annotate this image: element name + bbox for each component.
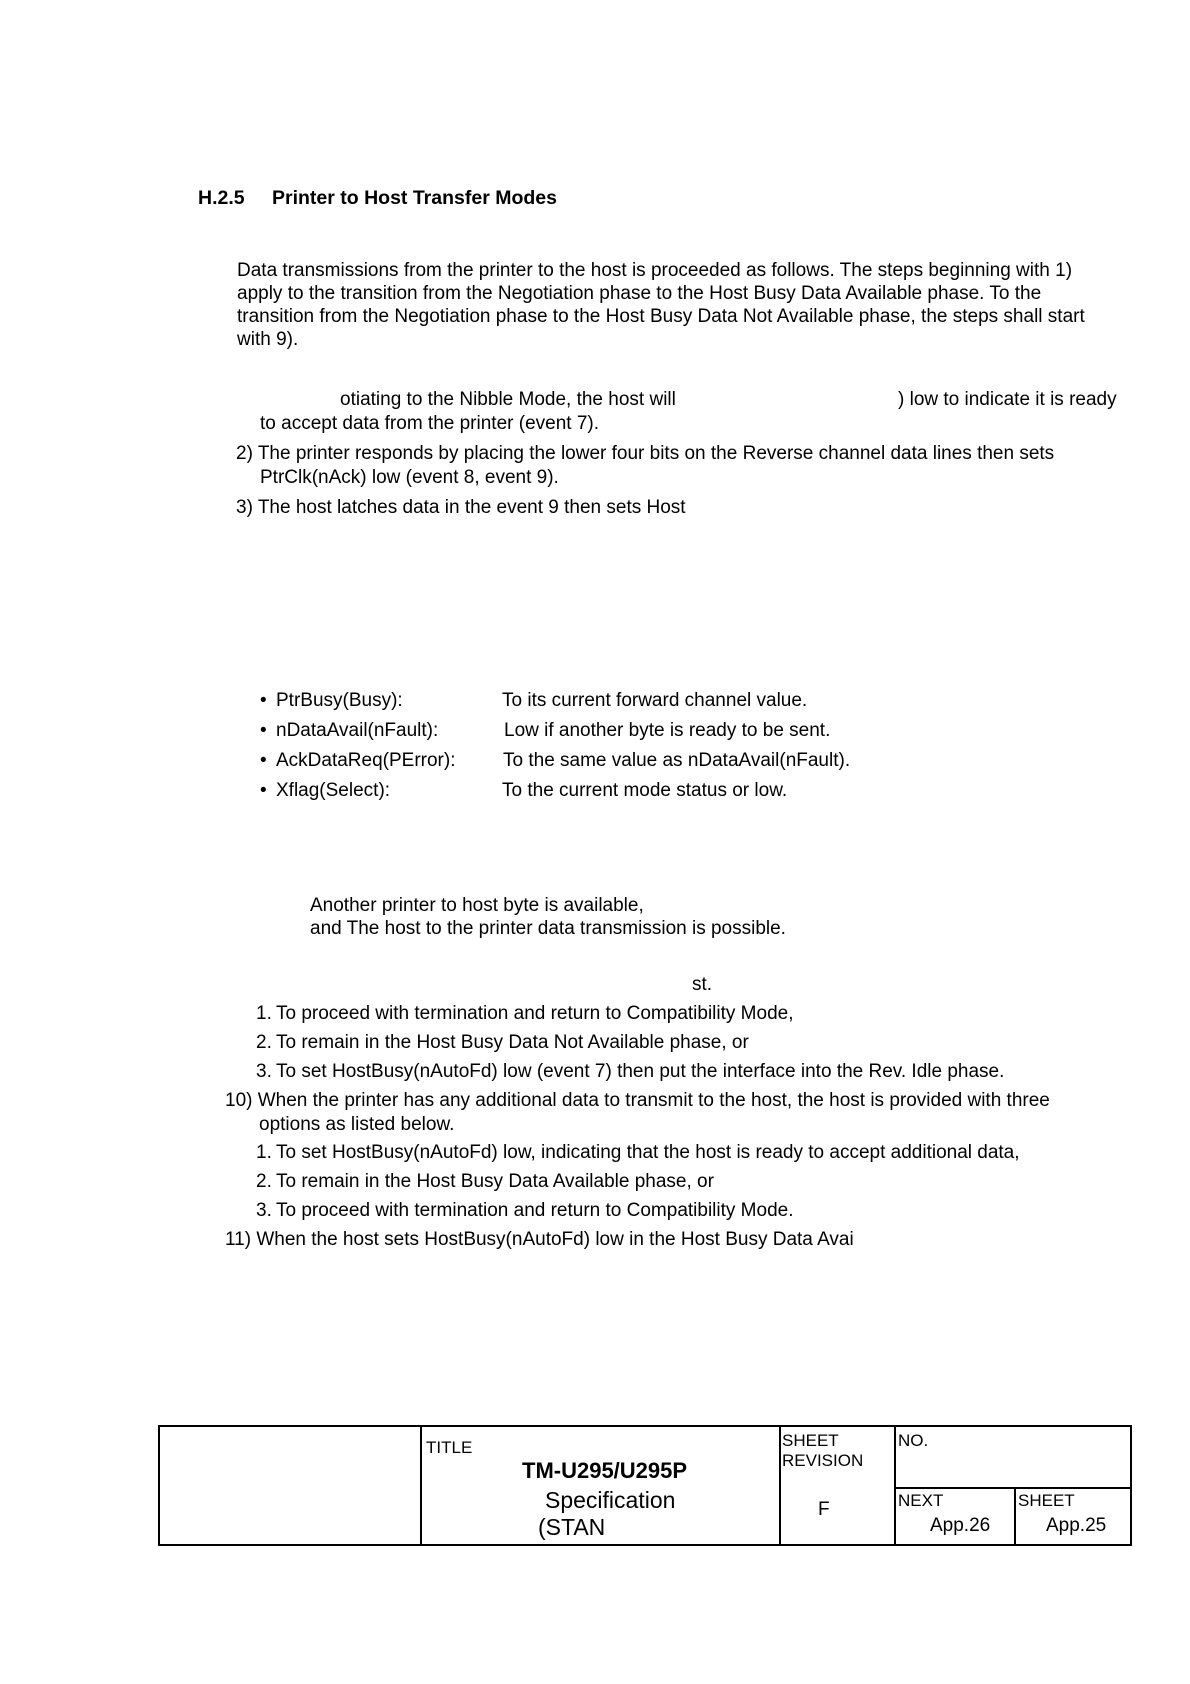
signal-name: PtrBusy(Busy): (276, 690, 403, 711)
bullet: • (260, 780, 267, 801)
next-label: NEXT (898, 1491, 944, 1510)
option-number: 2. (256, 1032, 272, 1053)
option-text: To remain in the Host Busy Data Available phase, or (276, 1171, 714, 1192)
revision-value: F (818, 1499, 830, 1520)
no-label: NO. (898, 1431, 929, 1450)
signal-name: Xflag(Select): (276, 780, 391, 801)
step-3-line: 3) The host latches data in the event 9 then sets Host (236, 497, 686, 518)
section-number: H.2.5 (198, 187, 245, 209)
signal-value: Low if another byte is ready to be sent. (504, 720, 831, 741)
revision-label: REVISION (782, 1451, 864, 1470)
bullet: • (260, 690, 267, 711)
step-10-line: options as listed below. (259, 1114, 455, 1135)
option-number: 1. (256, 1003, 272, 1024)
signal-value: To the current mode status or low. (502, 780, 788, 801)
divider (1014, 1487, 1016, 1544)
signal-value: To its current forward channel value. (502, 690, 808, 711)
option-number: 3. (256, 1200, 272, 1221)
step-11-line: 11) When the host sets HostBusy(nAutoFd) low in the Host Busy Data Avai (225, 1229, 854, 1250)
bullet: • (260, 720, 267, 741)
divider (894, 1427, 896, 1544)
intro-line: with 9). (237, 329, 299, 350)
divider (779, 1427, 781, 1544)
title-model: TM-U295/U295P (522, 1458, 688, 1483)
option-text: To proceed with termination and return to Compatibility Mode. (276, 1200, 794, 1221)
option-text: To proceed with termination and return to Compatibility Mode, (276, 1003, 794, 1024)
title-line-2: Specification (545, 1487, 676, 1513)
step-1-fragment-b: ) low to indicate it is ready (898, 389, 1117, 410)
option-text: To remain in the Host Busy Data Not Available phase, or (276, 1032, 749, 1053)
footer-title-block (158, 1425, 1132, 1546)
intro-line: apply to the transition from the Negotiation phase to the Host Busy Data Available phase. To the (237, 283, 1042, 304)
sheet-label: SHEET (782, 1431, 839, 1450)
divider (894, 1487, 1130, 1489)
note-line: Another printer to host byte is available, (310, 895, 644, 916)
sheet-label-2: SHEET (1018, 1491, 1075, 1510)
step-2-line: 2) The printer responds by placing the lower four bits on the Reverse channel data lines then sets (236, 443, 1055, 464)
step-10-line: 10) When the printer has any additional data to transmit to the host, the host is provided with three (225, 1090, 1050, 1111)
divider (420, 1427, 422, 1544)
option-number: 1. (256, 1142, 272, 1163)
option-number: 3. (256, 1061, 272, 1082)
step-1-fragment-a: otiating to the Nibble Mode, the host will (340, 389, 676, 410)
note-line: and The host to the printer data transmission is possible. (310, 918, 786, 939)
step-1-fragment-c: to accept data from the printer (event 7). (260, 413, 600, 434)
signal-name: AckDataReq(PError): (276, 750, 456, 771)
option-text: To set HostBusy(nAutoFd) low, indicating that the host is ready to accept additional data, (276, 1142, 1020, 1163)
signal-name: nDataAvail(nFault): (276, 720, 439, 741)
title-label: TITLE (426, 1438, 473, 1457)
intro-line: Data transmissions from the printer to the host is proceeded as follows. The steps beginning with 1) (237, 260, 1073, 281)
signal-value: To the same value as nDataAvail(nFault). (503, 750, 851, 771)
text-fragment: st. (692, 974, 713, 995)
sheet-value: App.25 (1046, 1515, 1107, 1536)
option-text: To set HostBusy(nAutoFd) low (event 7) then put the interface into the Rev. Idle phase. (276, 1061, 1005, 1082)
step-2-line: PtrClk(nAck) low (event 8, event 9). (260, 467, 559, 488)
bullet: • (260, 750, 267, 771)
next-value: App.26 (930, 1515, 991, 1536)
section-title: Printer to Host Transfer Modes (272, 187, 557, 209)
intro-line: transition from the Negotiation phase to the Host Busy Data Not Available phase, the steps shall start (237, 306, 1085, 327)
title-line-3: (STAN (538, 1514, 606, 1540)
option-number: 2. (256, 1171, 272, 1192)
